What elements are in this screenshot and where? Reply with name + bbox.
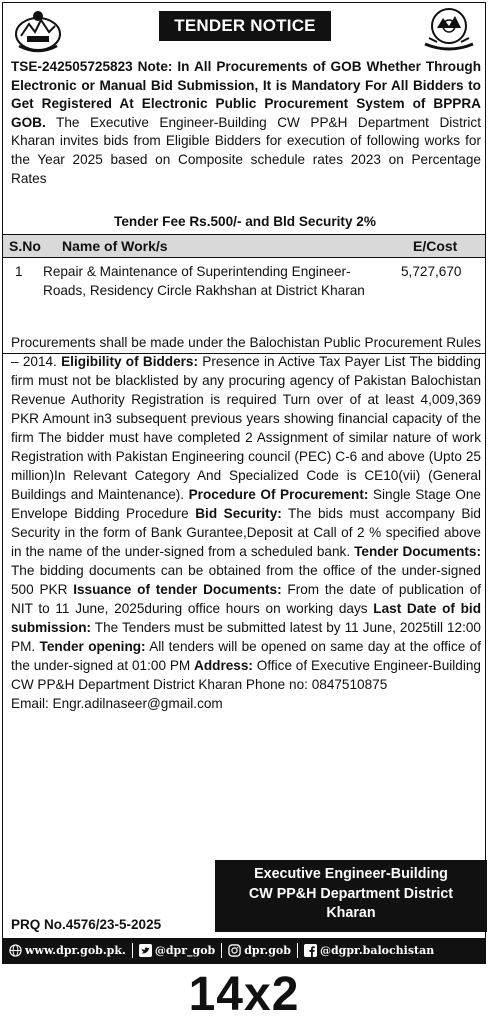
instagram-icon	[228, 944, 241, 957]
issuance-heading: Issuance of tender Documents:	[73, 582, 282, 597]
procedure-heading: Procedure Of Procurement:	[188, 487, 369, 502]
globe-icon	[9, 944, 22, 957]
ad-size-label: 14x2	[188, 968, 300, 1021]
facebook-link[interactable]	[304, 944, 434, 957]
prq-number: PRQ No.4576/23-5-2025	[11, 917, 162, 932]
issuance-text: From the date of publication of NIT to 11 June, 2025during office hours on working days	[11, 582, 481, 616]
last-date-text: The Tenders must be submitted latest by 11 June, 2025till 12:00 PM.	[11, 620, 481, 654]
twitter-text: @dpr_gob	[154, 944, 216, 957]
tender-documents-text: The bidding documents can be obtained from the office of the under-signed 500 PKR	[11, 563, 481, 597]
website-text: www.dpr.gob.pk.	[25, 944, 126, 957]
twitter-icon	[139, 944, 152, 957]
government-emblem-right	[419, 6, 479, 54]
separator	[221, 943, 222, 958]
rules-text: Procurements shall be made under the Balochistan Public Procurement Rules – 2014.	[11, 335, 481, 369]
tender-documents-heading: Tender Documents:	[354, 544, 481, 559]
intro-paragraph	[11, 58, 481, 188]
notice-header	[3, 3, 485, 55]
table-header	[3, 234, 485, 258]
tender-opening-text: All tenders will be opened on same day at the office of the under-signed at 01:00 PM	[11, 639, 481, 673]
signature-line-2: CW PP&H Department District	[248, 885, 454, 902]
tender-opening-heading: Tender opening:	[39, 639, 146, 654]
notice-title: TENDER NOTICE	[159, 11, 331, 41]
separator	[297, 943, 298, 958]
instagram-text: dpr.gob	[244, 944, 291, 957]
instagram-link[interactable]	[228, 944, 291, 957]
address-text: Office of Executive Engineer-Building CW PP&H Department District Kharan Phone no: 0847510875	[11, 658, 481, 692]
bid-security-text: The bids must accompany Bid Security in the form of Bank Gurantee,Deposit at Call of 2 % specified above in the name of the under-signed from a scheduled bank.	[11, 506, 481, 559]
tender-fee-line: Tender Fee Rs.500/- and Bld Security 2%	[114, 214, 376, 229]
bid-security-heading: Bid Security:	[195, 506, 282, 521]
email-line: Email: Engr.adilnaseer@gmail.com	[11, 696, 223, 711]
header-work-name: Name of Work/s	[62, 238, 168, 254]
facebook-icon	[304, 944, 317, 957]
conditions-paragraph	[11, 333, 481, 713]
website-link[interactable]	[9, 944, 126, 957]
eligibility-text: Presence in Active Tax Payer List The bidding firm must not be blacklisted by any procuring agency of Pakistan Balochistan Revenue Authority Registration is required Turn over of at least 4,009,369 PKR Amount in3 subsequent previous years showing financial capacity of the firm The bidder must have completed 2 Assignment of similar nature of work Registration with Pakistan Engineering council (PEC) C-6 and above (Upto 25 million)In Relevant Category And Specialized Code is CE10(vii) (General Buildings and Maintenance).	[11, 354, 481, 502]
procedure-text: Single Stage One Envelope Bidding Procedure	[11, 487, 481, 521]
government-emblem-left	[9, 6, 67, 54]
signature-line-3: Kharan	[326, 905, 376, 921]
tender-notice-card	[2, 2, 486, 964]
row-sno: 1	[15, 264, 23, 279]
last-date-heading: Last Date of bid submission:	[11, 601, 481, 635]
eligibility-heading: Eligibility of Bidders:	[61, 354, 199, 369]
row-cost: 5,727,670	[401, 264, 462, 279]
signature-block	[215, 860, 487, 932]
address-heading: Address:	[194, 658, 253, 673]
twitter-link[interactable]	[139, 944, 215, 957]
facebook-text: @dgpr.balochistan	[319, 944, 435, 957]
social-bar	[3, 938, 485, 963]
header-cost: E/Cost	[413, 238, 458, 254]
signature-line-1: Executive Engineer-Building	[254, 866, 448, 882]
separator	[132, 943, 133, 958]
intro-mandatory-note: TSE-242505725823 Note: In All Procurements of GOB Whether Through Electronic or Manual Bid Submission, It is Mandatory For All Bidders to Get Registered At Electronic Public Procurement System of BPPRA GOB.	[11, 59, 481, 130]
intro-invitation-text: The Executive Engineer-Building CW PP&H Department District Kharan invites bids from Eligible Bidders for execution of following works for the Year 2025 based on Composite schedule rates 2023 on Percentage Rates	[11, 114, 481, 186]
row-work-name: Repair & Maintenance of Superintending Engineer-Roads, Residency Circle Rakhshan at District Kharan	[43, 264, 365, 298]
header-sno: S.No	[9, 238, 41, 254]
